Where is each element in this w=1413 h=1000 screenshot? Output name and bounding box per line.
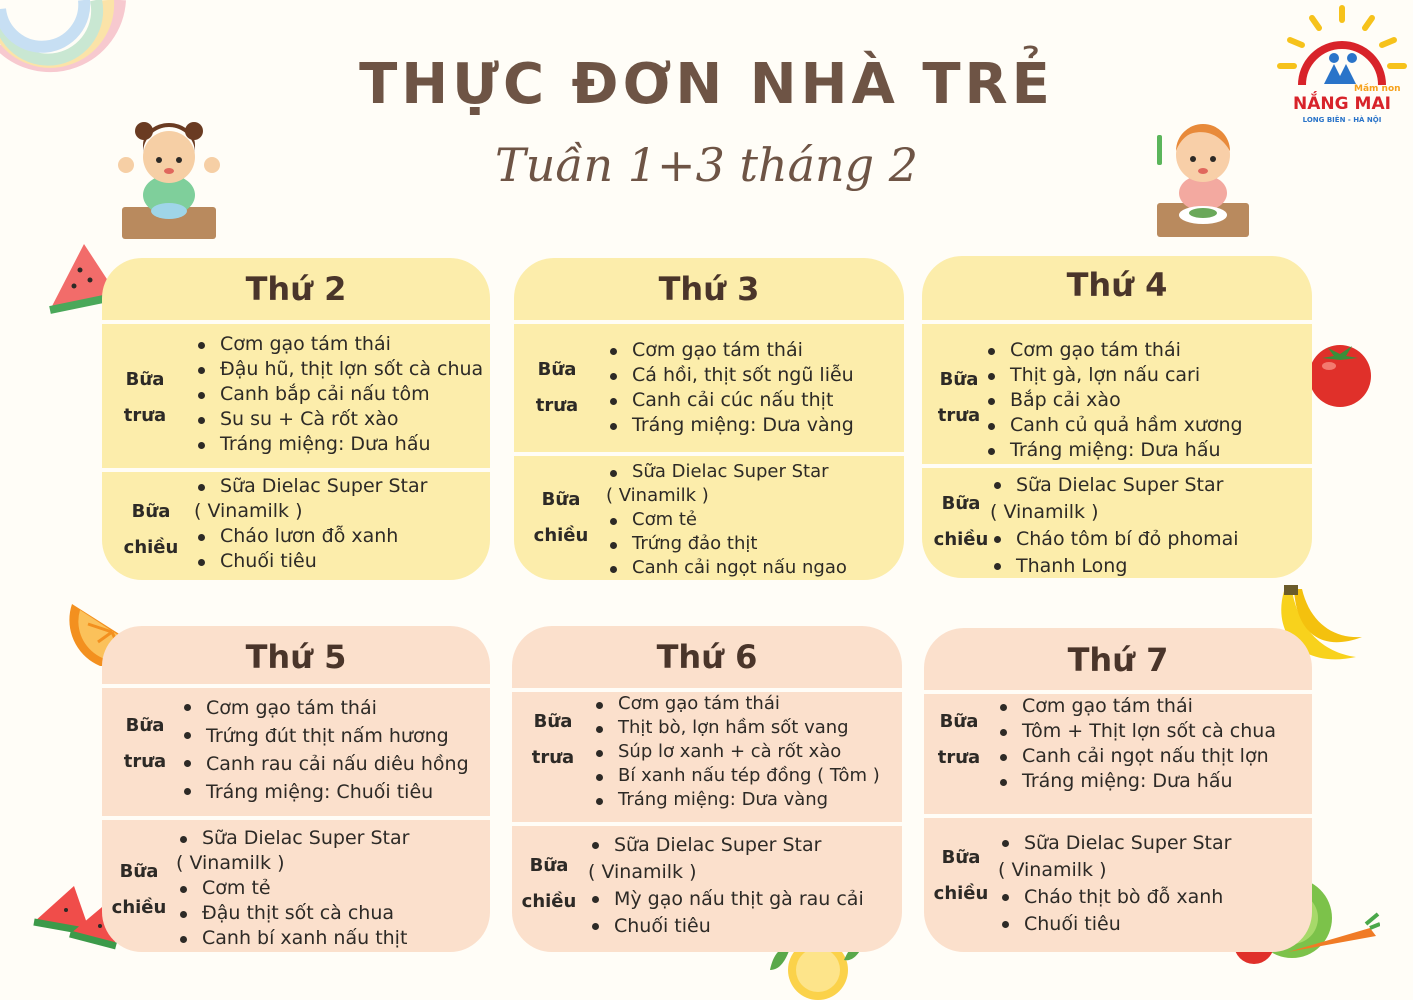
day-card-thu-6 (512, 626, 902, 952)
boy-eating-icon (1153, 115, 1253, 240)
list-item: Sữa Dielac Super Star (998, 830, 1302, 857)
page-title: THỰC ĐƠN NHÀ TRẺ (359, 52, 1054, 117)
list-item: Canh bắp cải nấu tôm (194, 382, 480, 407)
logo-name: NẮNG MAI (1293, 94, 1391, 114)
lunch-label: Bữa trưa (937, 711, 981, 768)
list-item: Canh cải cúc nấu thịt (606, 388, 894, 413)
afternoon-section (514, 456, 904, 580)
list-item: ( Vinamilk ) (990, 501, 1099, 523)
list-item: Tráng miệng: Dưa hấu (984, 438, 1302, 463)
list-item: Tôm + Thịt lợn sốt cà chua (996, 719, 1302, 744)
school-logo (1272, 0, 1412, 130)
afternoon-section (922, 468, 1312, 578)
logo-small-text: Mầm non (1354, 84, 1401, 94)
list-item: ( Vinamilk ) (998, 859, 1107, 881)
lunch-list (592, 692, 892, 812)
list-item: Sữa Dielac Super Star (606, 460, 894, 484)
afternoon-list (998, 830, 1302, 938)
list-item: Canh cải ngọt nấu thịt lợn (996, 744, 1302, 769)
day-title: Thứ 7 (1067, 641, 1169, 679)
list-item: Tráng miệng: Dưa hấu (194, 432, 480, 457)
lunch-section (512, 692, 902, 822)
lunch-label: Bữa trưa (531, 711, 575, 768)
list-item: ( Vinamilk ) (606, 485, 709, 506)
afternoon-label: Bữa chiều (521, 855, 577, 912)
day-title: Thứ 3 (658, 270, 760, 308)
afternoon-list (176, 826, 480, 951)
day-card-thu-4 (922, 256, 1312, 578)
day-card-thu-5 (102, 626, 490, 952)
sun-logo-icon (1272, 0, 1412, 95)
lunch-label: Bữa trưa (535, 359, 579, 416)
list-item: Chuối tiêu (588, 913, 892, 940)
list-item: Canh củ quả hầm xương (984, 413, 1302, 438)
lunch-list (180, 694, 480, 806)
list-item: Canh bí xanh nấu thịt (176, 926, 480, 951)
tomato-icon (1302, 336, 1378, 408)
afternoon-label: Bữa chiều (933, 847, 989, 904)
list-item: Thịt bò, lợn hầm sốt vang (592, 716, 892, 740)
lunch-label: Bữa trưa (937, 369, 981, 426)
list-item: Tráng miệng: Dưa hấu (996, 769, 1302, 794)
lunch-section (924, 694, 1312, 814)
list-item: Đậu hũ, thịt lợn sốt cà chua (194, 357, 480, 382)
list-item: Cơm gạo tám thái (996, 694, 1302, 719)
list-item: Su su + Cà rốt xào (194, 407, 480, 432)
afternoon-section (512, 826, 902, 952)
lunch-list (996, 694, 1302, 794)
list-item: ( Vinamilk ) (176, 852, 285, 874)
list-item: Bắp cải xào (984, 388, 1302, 413)
list-item: Chuối tiêu (194, 549, 480, 574)
day-card-thu-7 (924, 628, 1312, 952)
day-title: Thứ 2 (245, 270, 347, 308)
list-item: Canh cải ngọt nấu ngao (606, 556, 894, 580)
lunch-list (606, 338, 894, 438)
lunch-list (194, 332, 484, 457)
afternoon-list (990, 472, 1302, 578)
list-item: Cơm gạo tám thái (606, 338, 894, 363)
list-item: Tráng miệng: Dưa vàng (606, 413, 894, 438)
list-item: Sữa Dielac Super Star (194, 474, 480, 499)
list-item: Cơm gạo tám thái (984, 338, 1302, 363)
list-item: Trứng đảo thịt (606, 532, 894, 556)
list-item: Cháo lươn đỗ xanh (194, 524, 480, 549)
day-card-thu-3 (514, 258, 904, 580)
list-item: Cơm tẻ (176, 876, 480, 901)
day-card-thu-2 (102, 258, 490, 580)
afternoon-list (588, 832, 892, 940)
list-item: Sữa Dielac Super Star (990, 472, 1302, 499)
day-title: Thứ 6 (656, 638, 758, 676)
day-title: Thứ 4 (1066, 266, 1168, 304)
list-item: Cơm gạo tám thái (180, 694, 480, 722)
list-item: Bí xanh nấu tép đồng ( Tôm ) (592, 764, 892, 788)
list-item: Tráng miệng: Dưa vàng (592, 788, 892, 812)
afternoon-list (606, 460, 894, 580)
lunch-section (922, 324, 1312, 464)
list-item: Cháo thịt bò đỗ xanh (998, 884, 1302, 911)
list-item: Cháo tôm bí đỏ phomai (990, 526, 1302, 553)
afternoon-section (102, 472, 490, 580)
afternoon-label: Bữa chiều (111, 861, 167, 918)
list-item: Chuối tiêu (998, 911, 1302, 938)
list-item: ( Vinamilk ) (588, 861, 697, 883)
lunch-section (102, 324, 490, 468)
afternoon-label: Bữa chiều (533, 489, 589, 546)
list-item: Thịt gà, lợn nấu cari (984, 363, 1302, 388)
afternoon-section (102, 820, 490, 952)
lunch-label: Bữa trưa (123, 715, 167, 772)
page-subtitle: Tuần 1+3 tháng 2 (495, 138, 918, 192)
list-item: Sữa Dielac Super Star (588, 832, 892, 859)
afternoon-label: Bữa chiều (933, 493, 989, 550)
list-item: Trứng đút thịt nấm hương (180, 722, 480, 750)
list-item: Thanh Long (990, 553, 1302, 578)
list-item: Mỳ gạo nấu thịt gà rau cải (588, 886, 892, 913)
lunch-list (984, 338, 1302, 463)
day-title: Thứ 5 (245, 638, 347, 676)
list-item: Canh rau cải nấu diêu hồng (180, 750, 480, 778)
list-item: Cơm gạo tám thái (592, 692, 892, 716)
afternoon-list (194, 474, 480, 574)
lunch-section (514, 324, 904, 452)
list-item: ( Vinamilk ) (194, 500, 303, 522)
list-item: Cá hồi, thịt sốt ngũ liễu (606, 363, 894, 388)
list-item: Sữa Dielac Super Star (176, 826, 480, 851)
afternoon-label: Bữa chiều (123, 501, 179, 558)
afternoon-section (924, 818, 1312, 952)
list-item: Súp lơ xanh + cà rốt xào (592, 740, 892, 764)
girl-eating-icon (112, 115, 222, 243)
list-item: Cơm gạo tám thái (194, 332, 480, 357)
lunch-label: Bữa trưa (123, 369, 167, 426)
logo-location: LONG BIÊN - HÀ NỘI (1302, 116, 1382, 124)
list-item: Tráng miệng: Chuối tiêu (180, 778, 480, 806)
lunch-section (102, 688, 490, 816)
list-item: Cơm tẻ (606, 508, 894, 532)
list-item: Đậu thịt sốt cà chua (176, 901, 480, 926)
